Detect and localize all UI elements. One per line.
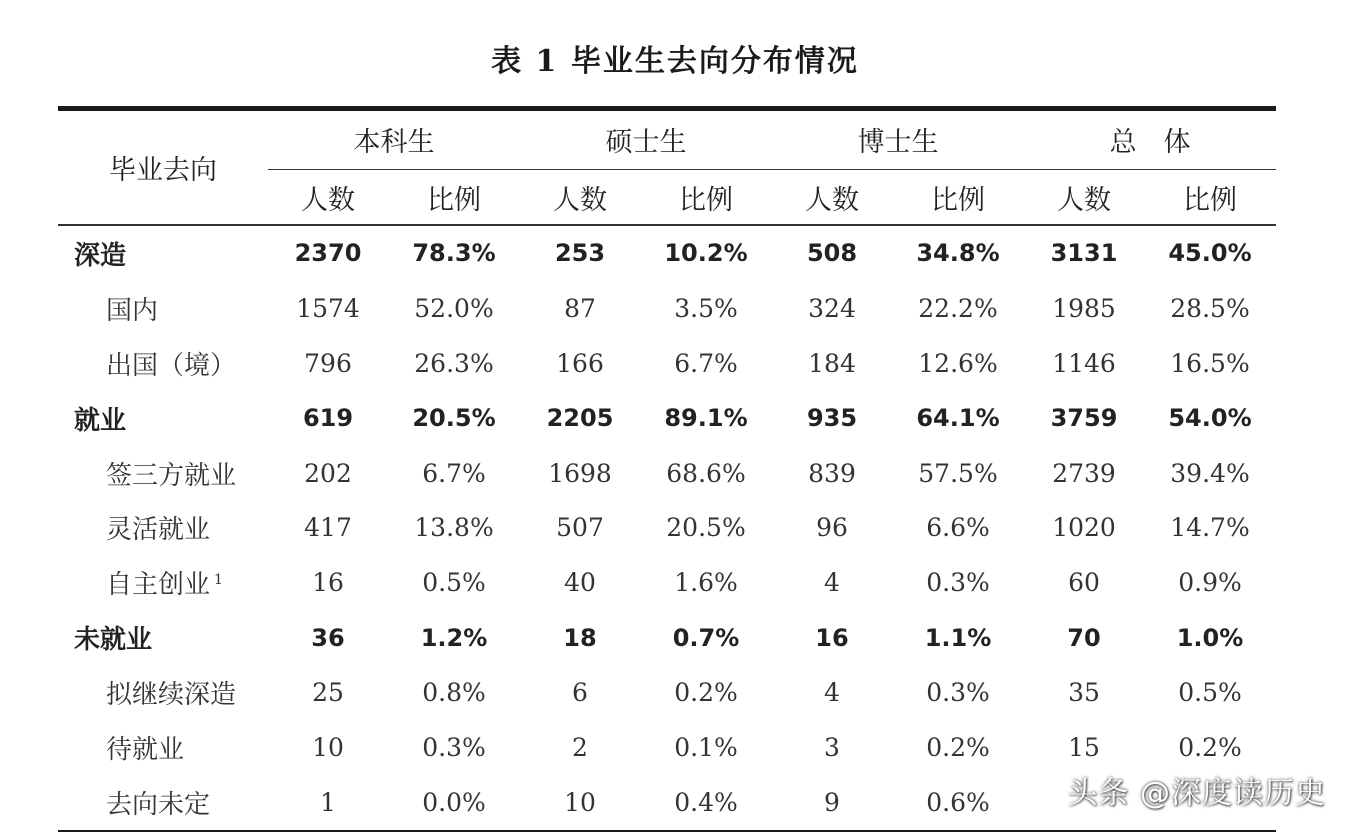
count-cell: 3131 [1050, 239, 1118, 268]
row-label [58, 500, 268, 555]
count-cell: 417 [304, 513, 352, 543]
ratio-cell: 20.5% [666, 513, 746, 543]
ratio-cell: 68.6% [666, 458, 746, 488]
row-label-header: 毕业去向 [58, 109, 268, 226]
row-label [58, 665, 268, 720]
count-cell: 16 [312, 568, 344, 598]
count-cell: 1020 [1052, 513, 1116, 543]
count-cell: 166 [556, 348, 604, 378]
row-label-text: 就业 [74, 405, 127, 436]
table-row [58, 336, 1276, 391]
count-header: 人数 [520, 170, 640, 226]
row-label-text: 待就业 [106, 734, 185, 765]
ratio-cell: 20.5% [412, 404, 496, 433]
table-row [58, 446, 1276, 501]
ratio-cell: 0.2% [1178, 732, 1242, 762]
count-cell: 935 [806, 404, 858, 433]
count-cell: 3759 [1050, 404, 1118, 433]
group-header-master: 硕士生 [520, 109, 772, 170]
row-label-text: 拟继续深造 [106, 680, 237, 711]
count-cell: 4 [824, 568, 840, 598]
row-label-text: 深造 [74, 240, 127, 271]
table-row [58, 555, 1276, 610]
ratio-cell: 39.4% [1170, 458, 1250, 488]
ratio-cell: 64.1% [916, 404, 1000, 433]
ratio-cell: 0.6% [892, 775, 1024, 831]
ratio-cell: 34.8% [916, 239, 1000, 268]
ratio-cell: 22.2% [918, 293, 998, 323]
count-cell: 839 [808, 458, 856, 488]
ratio-cell: 6.7% [422, 458, 486, 488]
ratio-cell: 52.0% [414, 293, 494, 323]
count-cell: 10 [520, 775, 640, 831]
count-cell: 10 [312, 732, 344, 762]
count-cell: 1574 [296, 293, 360, 323]
count-cell: 40 [564, 568, 596, 598]
count-cell: 184 [808, 348, 856, 378]
ratio-cell: 0.9% [1178, 568, 1242, 598]
count-cell: 36 [311, 623, 345, 652]
row-label [58, 281, 268, 336]
group-header-total: 总 体 [1024, 109, 1276, 170]
count-cell: 2 [572, 732, 588, 762]
count-cell: 35 [1068, 678, 1100, 708]
count-cell: 508 [806, 239, 858, 268]
count-header: 人数 [268, 170, 388, 226]
group-header-row [58, 109, 1276, 170]
table-row [58, 665, 1276, 720]
table-row [58, 720, 1276, 775]
count-cell: 96 [816, 513, 848, 543]
row-label [58, 225, 268, 281]
count-cell: 253 [554, 239, 606, 268]
graduate-destination-table [58, 106, 1276, 832]
ratio-header: 比例 [640, 170, 772, 226]
table-row [58, 225, 1276, 281]
count-cell: 6 [572, 678, 588, 708]
count-cell: 2739 [1052, 458, 1116, 488]
group-header-doctor: 博士生 [772, 109, 1024, 170]
row-label-text: 国内 [106, 295, 159, 326]
count-cell: 2205 [546, 404, 614, 433]
count-cell: 4 [824, 678, 840, 708]
count-cell: 16 [815, 623, 849, 652]
ratio-cell: 0.3% [926, 678, 990, 708]
ratio-cell: 78.3% [412, 239, 496, 268]
ratio-cell: 0.2% [926, 732, 990, 762]
ratio-cell: 0.8% [422, 678, 486, 708]
count-cell: 18 [563, 623, 597, 652]
ratio-header: 比例 [388, 170, 520, 226]
ratio-cell: 1.0% [1176, 623, 1244, 652]
count-header: 人数 [1024, 170, 1144, 226]
ratio-cell: 13.8% [414, 513, 494, 543]
ratio-cell: 16.5% [1170, 348, 1250, 378]
ratio-header: 比例 [892, 170, 1024, 226]
count-cell: 796 [304, 348, 352, 378]
ratio-cell: 14.7% [1170, 513, 1250, 543]
ratio-cell: 1.2% [420, 623, 488, 652]
ratio-cell: 12.6% [918, 348, 998, 378]
count-cell: 619 [302, 404, 354, 433]
ratio-cell: 6.7% [674, 348, 738, 378]
count-cell: 9 [772, 775, 892, 831]
ratio-cell: 6.6% [926, 513, 990, 543]
count-cell: 60 [1068, 568, 1100, 598]
row-label [58, 775, 268, 831]
row-label-text: 灵活就业 [106, 515, 211, 546]
table-row [58, 281, 1276, 336]
ratio-cell: 10.2% [664, 239, 748, 268]
ratio-cell: 0.7% [672, 623, 740, 652]
ratio-cell: 54.0% [1168, 404, 1252, 433]
watermark: 头条 @深度读历史 [1067, 776, 1326, 811]
table-row [58, 391, 1276, 446]
row-label-text: 去向未定 [106, 789, 211, 820]
row-label-text: 出国（境） [106, 350, 237, 381]
table-row [58, 610, 1276, 665]
ratio-cell: 0.5% [422, 568, 486, 598]
count-cell: 15 [1068, 732, 1100, 762]
count-cell: 3 [824, 732, 840, 762]
row-label [58, 391, 268, 446]
ratio-cell: 0.3% [422, 732, 486, 762]
count-cell: 1146 [1052, 348, 1116, 378]
count-cell: 2370 [294, 239, 362, 268]
row-label [58, 720, 268, 775]
row-label [58, 336, 268, 391]
ratio-cell: 0.0% [388, 775, 520, 831]
row-label-text: 未就业 [74, 625, 153, 656]
count-cell: 25 [312, 678, 344, 708]
group-header-undergrad: 本科生 [268, 109, 520, 170]
table-title: 表 1 毕业生去向分布情况 [491, 44, 859, 79]
row-label [58, 446, 268, 501]
ratio-cell: 45.0% [1168, 239, 1252, 268]
ratio-cell: 3.5% [674, 293, 738, 323]
count-cell: 1985 [1052, 293, 1116, 323]
ratio-cell: 1.6% [674, 568, 738, 598]
ratio-cell: 26.3% [414, 348, 494, 378]
ratio-cell: 57.5% [918, 458, 998, 488]
ratio-cell: 0.2% [674, 678, 738, 708]
row-label-text: 签三方就业 [106, 460, 237, 491]
ratio-cell: 0.3% [926, 568, 990, 598]
row-label-text: 自主创业 [106, 570, 211, 601]
row-label [58, 555, 268, 610]
count-cell: 1 [268, 775, 388, 831]
ratio-cell: 1.1% [924, 623, 992, 652]
ratio-cell: 89.1% [664, 404, 748, 433]
row-label [58, 610, 268, 665]
ratio-cell: 0.5% [1178, 678, 1242, 708]
table-row [58, 500, 1276, 555]
count-header: 人数 [772, 170, 892, 226]
ratio-cell: 0.1% [674, 732, 738, 762]
ratio-header: 比例 [1144, 170, 1276, 226]
ratio-cell: 28.5% [1170, 293, 1250, 323]
count-cell: 87 [564, 293, 596, 323]
count-cell: 202 [304, 458, 352, 488]
ratio-cell: 0.4% [640, 775, 772, 831]
footnote-marker: 1 [214, 571, 223, 588]
count-cell: 70 [1067, 623, 1101, 652]
count-cell: 324 [808, 293, 856, 323]
count-cell: 1698 [548, 458, 612, 488]
count-cell: 507 [556, 513, 604, 543]
